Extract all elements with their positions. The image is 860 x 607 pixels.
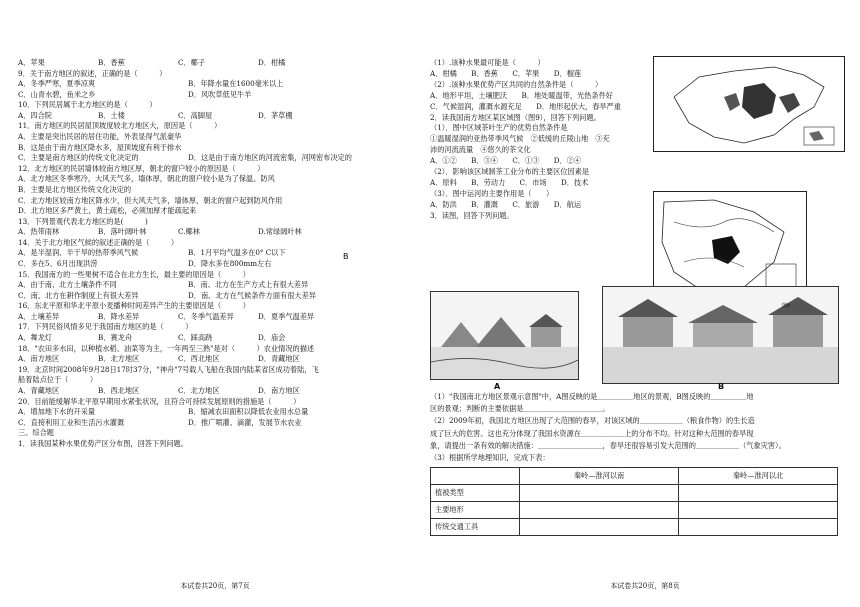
question-line: 沛的河流流量 ④悠久的茶文化: [430, 145, 531, 155]
line-text: D．推广喷灌、滴灌，发展节水农业: [188, 417, 302, 427]
question-line: 区的景观；判断的主要依据是＿＿＿＿＿＿＿＿＿＿＿。: [430, 404, 610, 414]
line-text: C．踩高跷: [178, 333, 213, 343]
question-line: （3）．图中运河的主要作用是（ ）: [430, 188, 554, 198]
question-line: 2．读我国南方地区某区域图（图9），回答下列问题。: [430, 112, 601, 122]
answer-cell[interactable]: [520, 502, 679, 519]
line-text: A．是半湿润、半干旱的热带季风气候: [18, 248, 139, 258]
line-text: 20．目前能缓解华北平原早期用水紧张状况，且符合可持续发展原则的措施是（ ）: [18, 396, 301, 406]
caption-b: B: [718, 382, 725, 391]
line-text: B．土楼: [98, 110, 125, 120]
line-text: D.常绿阔叶林: [258, 227, 302, 237]
line-text: C．北方地区较南方地区降水少，但大风天气多，墙体厚，朝北的窗户起到防风作用: [18, 195, 283, 205]
question-line: [18, 58, 418, 69]
fruit-distribution-map: [653, 56, 845, 152]
north-south-scene-b: [602, 286, 839, 384]
table-row-label: 传统交通工具: [431, 519, 520, 536]
line-text: 15．我国南方的一些果树不适合在北方生长，最主要的原因是（ ）: [18, 269, 250, 279]
line-text: B．主要是北方地区传统文化决定的: [18, 184, 132, 194]
line-text: B．香蕉: [98, 58, 125, 67]
question-line: [18, 291, 418, 302]
line-text: 14．关于北方地区气候的叙述正确的是（ ）: [18, 237, 179, 247]
comparison-table: [430, 467, 838, 536]
china-map-icon: [654, 57, 844, 151]
answer-cell[interactable]: [520, 485, 679, 502]
question-line: [18, 322, 418, 333]
line-text: A．苹果: [18, 58, 45, 67]
question-line: A．柑橘 B．香蕉 C．苹果 D．榴莲: [430, 68, 582, 78]
question-line: [18, 227, 418, 238]
question-line: 象，请提出一条有效的解决措施：＿＿＿＿＿＿＿＿＿，春旱还很容易引发大范围的＿＿＿＿＿＿（气象灾害）。: [430, 440, 786, 450]
question-line: （1）.该种水果最可能是（ ）: [430, 58, 545, 67]
question-line: [18, 301, 418, 312]
line-text: D．降水多在800mm左右: [188, 258, 272, 268]
line-text: D．南方地区: [258, 385, 300, 395]
question-line: [18, 132, 418, 143]
line-text: B．降水差异: [98, 311, 140, 321]
line-text: C．高脚屋: [178, 110, 213, 120]
line-text: A．增加地下水的开采量: [18, 407, 96, 417]
table-header-cell: 秦岭—淮河以南: [520, 468, 679, 485]
line-text: A．由于南、北方土壤条件不同: [18, 280, 117, 290]
line-text: B．这是由于南方地区降水多，屋顶坡度有利于排水: [18, 142, 182, 152]
table-row: [431, 485, 838, 502]
line-text: D．茅草棚: [258, 110, 293, 120]
question-line: 成了巨大的危害。这也充分体现了我国水资源在＿＿＿＿＿＿上的分布不均。针对这种大范围的春旱现: [430, 428, 754, 438]
question-line: [18, 428, 418, 439]
region-map-icon: [654, 192, 806, 300]
line-text: D．北方地区多严黄土，黄土疏松，必须加厚才能疏起来: [18, 206, 197, 216]
line-text: C．北方地区: [178, 385, 220, 395]
question-line: [18, 333, 418, 344]
line-text: B．年降水量在1600毫米以上: [188, 79, 284, 89]
question-line: [18, 90, 418, 101]
question-line: [18, 111, 418, 122]
line-text: D．柑橘: [258, 58, 286, 67]
question-line: [18, 121, 418, 132]
line-text: A．主要是突出民居的居住功能，外表显得气派豪华: [18, 132, 182, 142]
line-text: B．西北地区: [98, 385, 140, 395]
question-line: [18, 164, 418, 175]
line-text: D．这是由于南方地区的河流密集，河网密布决定的: [188, 153, 352, 163]
question-line: [18, 418, 418, 429]
line-text: 三、综合题: [18, 428, 54, 438]
line-text: A．土壤差异: [18, 311, 60, 321]
question-line: [18, 100, 418, 111]
question-line: [18, 439, 418, 450]
answer-cell[interactable]: [679, 485, 838, 502]
line-text: B．北方地区: [98, 354, 140, 364]
question-line: [18, 280, 418, 291]
question-line: （1）．图中区域茶叶生产的优势自然条件是: [430, 123, 568, 133]
line-text: A．四合院: [18, 110, 52, 120]
line-text: C．主要是南方地区的传统文化决定的: [18, 153, 139, 163]
line-text: 19．北京时间2008年9月28日17时37分，"神舟"7号载人飞船在我国内陆某省区成功着陆，飞: [18, 364, 319, 374]
question-line: [18, 185, 418, 196]
line-text: D．青藏地区: [258, 354, 300, 364]
right-footer: 本试卷共20页，第8页: [610, 582, 680, 590]
right-page: [430, 0, 860, 607]
question-line: [18, 407, 418, 418]
question-line: [18, 196, 418, 207]
line-text: B．缩减农田面积以降低农业用水总量: [188, 407, 309, 417]
line-text: 17．下列民俗风情多见于我国南方地区的是（ ）: [18, 322, 193, 332]
line-text: 11．南方地区的民居屋顶坡度较北方地区大，原因是（ ）: [18, 121, 222, 131]
figure-label: 图9: [782, 303, 791, 309]
landscape-b-icon: [603, 287, 838, 383]
line-text: A．冬季严寒，夏季凉爽: [18, 79, 96, 89]
line-text: 12．北方地区的民居墙体较南方地区厚，朝北的窗户较小的原因是（ ）: [18, 163, 265, 173]
question-line: [18, 143, 418, 154]
question-line: A．地形平坦，土壤肥沃 B．地处暖温带，光热条件好: [430, 90, 613, 100]
south-region-map: [653, 191, 807, 301]
line-text: C．直接利用工业和生活污水灌溉: [18, 417, 125, 427]
answer-cell[interactable]: [679, 502, 838, 519]
left-footer: 本试卷共20页，第7页: [180, 582, 250, 590]
question-line: [18, 344, 418, 355]
line-text: C．冬季气温差异: [178, 311, 234, 321]
line-text: A．青藏地区: [18, 385, 60, 395]
table-header-cell: 秦岭—淮河以北: [679, 468, 838, 485]
question-line: [18, 174, 418, 185]
question-line: [18, 248, 418, 259]
line-text: A．南方地区: [18, 354, 60, 364]
landscape-a-icon: [431, 292, 578, 379]
question-line: [18, 206, 418, 217]
line-text: B．落叶阔叶林: [98, 227, 147, 237]
table-row: [431, 502, 838, 519]
table-header-cell: [431, 468, 520, 485]
question-line: A．原料 B．劳动力 C．市场 D．技术: [430, 177, 589, 187]
line-text: B．南、北方在生产方式上有很大差异: [188, 280, 309, 290]
line-text: 13．下列景观代表北方地区的是( ): [18, 216, 148, 226]
question-line: [18, 354, 418, 365]
question-line: ①温暖湿润的亚热带季风气候 ②低缓的丘陵山地 ③充: [430, 134, 610, 144]
question-line: [18, 217, 418, 228]
table-row: [431, 519, 838, 536]
question-line: 3．读图，回答下列问题。: [430, 210, 514, 220]
line-text: 9．关于南方地区的叙述，正确的是（ ）: [18, 68, 167, 78]
question-line: （2）．影响该区域制茶工业分布的主要区位因素是: [430, 167, 590, 176]
line-text: A．热带雨林: [18, 227, 60, 237]
left-question-lines: [18, 58, 418, 449]
north-south-scene-a: [430, 291, 579, 380]
question-line: [18, 375, 418, 386]
line-text: C.椰林: [178, 227, 200, 237]
line-text: C．山青水碧，鱼米之乡: [18, 89, 96, 99]
question-line: A．①② B．③④ C．①③ D．②④: [430, 156, 582, 166]
question-line: [18, 153, 418, 164]
line-text: D．南、北方在气候条件方面有很大差异: [188, 290, 316, 300]
line-text: D．庙会: [258, 333, 286, 343]
line-text: B．赛龙舟: [98, 333, 133, 343]
line-text: D．风吹草低见牛羊: [188, 89, 252, 99]
table-row-label: 主要地形: [431, 502, 520, 519]
line-text: A．舞龙灯: [18, 333, 52, 343]
table-row-label: 植被类型: [431, 485, 520, 502]
line-text: 16．东北平原和华北平原小麦播种时间差异产生的主要原因是（ ）: [18, 301, 250, 311]
question-line: A．防洪 B．灌溉 C．旅游 D．航运: [430, 199, 582, 209]
question-line: [18, 386, 418, 397]
line-text: A．北方地区冬季寒冷，大风天气多，墙体厚，朝北的窗户较小是为了保温、防风: [18, 174, 275, 184]
line-text: C．多在5、6月出现洪涝: [18, 258, 98, 268]
line-text: C．南、北方在耕作制度上有很大差异: [18, 290, 139, 300]
question-line: C．气候湿润，灌溉水源充足 D．地形起伏大，春旱严重: [430, 101, 621, 111]
question-line: [18, 397, 418, 408]
line-text: C．椰子: [178, 58, 206, 67]
line-text: D．夏季气温差异: [258, 311, 315, 321]
question-line: [18, 69, 418, 80]
b-mark: B: [343, 252, 349, 261]
answer-cell[interactable]: [520, 519, 679, 536]
question-line: [18, 259, 418, 270]
answer-cell[interactable]: [679, 519, 838, 536]
line-text: 1．读我国某种水果优势产区分布图，回答下列问题。: [18, 438, 188, 448]
line-text: 18．"农田多水田，以种植水稻、油菜等为主，一年两至三熟"是对（ ）农业情况的描述: [18, 343, 315, 353]
question-line: （2）.该种水果优势产区共同的自然条件是（ ）: [430, 79, 603, 89]
question-line: [18, 270, 418, 281]
question-line: （3）根据所学地理知识，完成下表：: [430, 453, 550, 462]
question-line: [18, 312, 418, 323]
line-text: C．西北地区: [178, 354, 220, 364]
line-text: 10．下列民居属于北方地区的是（ ）: [18, 100, 157, 110]
question-line: （2）2009年初，我国北方地区出现了大范围的春旱，对该区域的＿＿＿＿＿＿（粮食作物）的生长造: [430, 416, 755, 426]
question-line: [18, 238, 418, 249]
line-text: B．1月平均气温多在0° C以下: [188, 248, 286, 258]
line-text: 船着陆点位于（ ）: [18, 375, 98, 385]
caption-a: A: [494, 382, 501, 391]
question-line: [18, 79, 418, 90]
question-line: [18, 365, 418, 376]
question-line: （1）"我国南北方地区景观示意图"中，A图反映的是＿＿＿＿＿地区的景观，B图反映的＿＿＿＿＿地: [430, 392, 754, 401]
